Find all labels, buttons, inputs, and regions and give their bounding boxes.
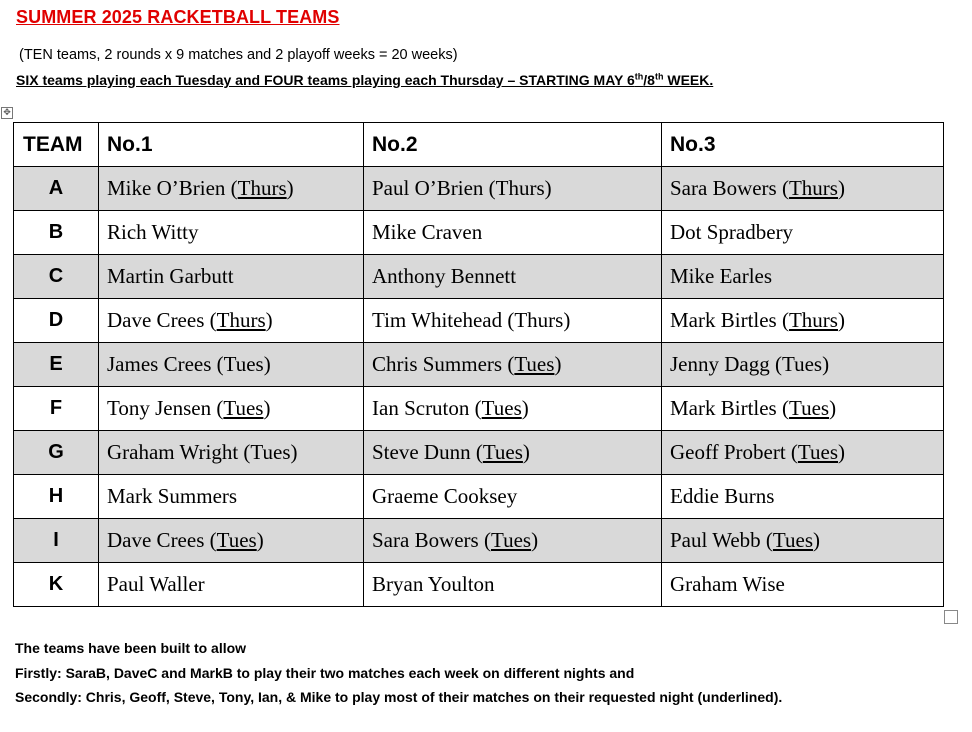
night-label: Tues	[490, 528, 532, 552]
schedule-line	[16, 72, 713, 88]
move-arrows-icon[interactable]: ✥	[1, 107, 13, 119]
player-cell	[99, 255, 364, 299]
player-name: James Crees	[107, 352, 212, 376]
play-night: (Tues)	[769, 352, 830, 376]
play-night: (Thurs)	[204, 308, 273, 332]
night-label: Thurs	[788, 308, 838, 332]
schedule-text: SIX teams playing each Tuesday and FOUR teams playing each Thursday – STARTING MAY 6	[16, 72, 635, 88]
night-label: Tues	[797, 440, 839, 464]
schedule-after: WEEK.	[663, 72, 714, 88]
table-row	[14, 255, 944, 299]
table-row	[14, 431, 944, 475]
play-night: (Thurs)	[776, 176, 845, 200]
player-cell	[662, 255, 944, 299]
player-name: Martin Garbutt	[107, 264, 234, 288]
play-night: (Tues)	[211, 352, 271, 376]
team-letter: H	[14, 475, 99, 519]
document-title: SUMMER 2025 RACKETBALL TEAMS	[16, 7, 340, 27]
player-cell	[99, 211, 364, 255]
play-night: (Thurs)	[776, 308, 845, 332]
player-name: Tim Whitehead	[372, 308, 503, 332]
play-night: (Tues)	[211, 396, 271, 420]
player-cell	[364, 431, 662, 475]
team-rows	[14, 167, 944, 607]
play-night: (Thurs)	[483, 176, 552, 200]
night-label: Thurs	[514, 308, 564, 332]
player-name: Dave Crees	[107, 308, 205, 332]
player-cell	[364, 255, 662, 299]
table-row	[14, 343, 944, 387]
player-cell	[99, 387, 364, 431]
player-cell	[662, 211, 944, 255]
night-label: Thurs	[788, 176, 838, 200]
table-row	[14, 387, 944, 431]
team-letter: G	[14, 431, 99, 475]
player-cell	[99, 519, 364, 563]
night-label: Tues	[781, 352, 823, 376]
play-night: (Tues)	[478, 528, 539, 552]
player-name: Jenny Dagg	[670, 352, 770, 376]
night-label: Tues	[223, 352, 264, 376]
player-name: Mark Birtles	[670, 396, 777, 420]
schedule-mid: /8	[643, 72, 655, 88]
player-cell	[364, 211, 662, 255]
player-name: Sara Bowers	[372, 528, 479, 552]
note-line: Secondly: Chris, Geoff, Steve, Tony, Ian, & Mike to play most of their matches on their requested night (underlined).	[15, 689, 783, 705]
player-name: Ian Scruton	[372, 396, 470, 420]
subtitle: (TEN teams, 2 rounds x 9 matches and 2 playoff weeks = 20 weeks)	[19, 47, 458, 63]
player-name: Dot Spradbery	[670, 220, 794, 244]
player-name: Mark Summers	[107, 484, 238, 508]
player-cell	[662, 475, 944, 519]
night-label: Tues	[216, 528, 257, 552]
player-cell	[364, 519, 662, 563]
team-letter: C	[14, 255, 99, 299]
header-no1: No.1	[99, 123, 364, 167]
player-cell	[99, 299, 364, 343]
player-name: Bryan Youlton	[372, 572, 495, 596]
night-label: Tues	[482, 440, 523, 464]
player-cell	[364, 475, 662, 519]
team-letter: D	[14, 299, 99, 343]
player-name: Graham Wise	[670, 572, 785, 596]
player-cell	[662, 519, 944, 563]
player-name: Mike O’Brien	[107, 176, 226, 200]
header-no2: No.2	[364, 123, 662, 167]
play-night: (Tues)	[238, 440, 298, 464]
play-night: (Thurs)	[225, 176, 294, 200]
table-row	[14, 519, 944, 563]
header-no3: No.3	[662, 123, 944, 167]
schedule-sup-2: th	[654, 71, 664, 82]
table-row	[14, 167, 944, 211]
play-night: (Tues)	[502, 352, 562, 376]
player-cell	[662, 563, 944, 607]
night-label: Tues	[250, 440, 291, 464]
player-cell	[364, 299, 662, 343]
player-cell	[662, 387, 944, 431]
player-name: Rich Witty	[107, 220, 199, 244]
player-cell	[662, 299, 944, 343]
player-cell	[99, 563, 364, 607]
player-cell	[99, 343, 364, 387]
play-night: (Thurs)	[502, 308, 571, 332]
player-name: Tony Jensen	[107, 396, 212, 420]
night-label: Tues	[481, 396, 522, 420]
player-name: Mark Birtles	[670, 308, 777, 332]
player-cell	[364, 343, 662, 387]
player-name: Anthony Bennett	[372, 264, 517, 288]
note-line: Firstly: SaraB, DaveC and MarkB to play their two matches each week on different nights and	[15, 664, 635, 681]
player-name: Eddie Burns	[670, 484, 775, 508]
player-name: Paul Waller	[107, 572, 205, 596]
notes	[15, 636, 782, 710]
play-night: (Tues)	[785, 440, 846, 464]
player-name: Sara Bowers	[670, 176, 777, 200]
player-name: Paul Webb	[670, 528, 761, 552]
night-label: Tues	[514, 352, 555, 376]
night-label: Thurs	[216, 308, 266, 332]
player-cell	[99, 431, 364, 475]
teams-table	[13, 122, 944, 607]
night-label: Thurs	[237, 176, 287, 200]
team-letter: A	[14, 167, 99, 211]
team-letter: B	[14, 211, 99, 255]
player-cell	[662, 431, 944, 475]
table-row	[14, 563, 944, 607]
header-team: TEAM	[14, 123, 99, 167]
team-letter: F	[14, 387, 99, 431]
play-night: (Tues)	[469, 396, 529, 420]
player-name: Steve Dunn	[372, 440, 471, 464]
night-label: Thurs	[495, 176, 545, 200]
table-row	[14, 475, 944, 519]
team-letter: E	[14, 343, 99, 387]
player-cell	[99, 475, 364, 519]
play-night: (Tues)	[470, 440, 530, 464]
team-letter: I	[14, 519, 99, 563]
player-name: Mike Earles	[670, 264, 773, 288]
player-cell	[364, 387, 662, 431]
resize-handle-icon[interactable]	[944, 610, 958, 624]
player-name: Dave Crees	[107, 528, 205, 552]
play-night: (Tues)	[760, 528, 821, 552]
play-night: (Tues)	[204, 528, 264, 552]
schedule-sup-1: th	[634, 71, 644, 82]
player-name: Paul O’Brien	[372, 176, 484, 200]
player-cell	[662, 343, 944, 387]
table-row	[14, 211, 944, 255]
player-name: Graham Wright	[107, 440, 239, 464]
night-label: Tues	[772, 528, 814, 552]
player-name: Mike Craven	[372, 220, 483, 244]
player-cell	[364, 167, 662, 211]
player-cell	[364, 563, 662, 607]
player-name: Graeme Cooksey	[372, 484, 518, 508]
player-name: Chris Summers	[372, 352, 503, 376]
team-letter: K	[14, 563, 99, 607]
player-name: Geoff Probert	[670, 440, 786, 464]
table-header-row	[14, 123, 944, 167]
player-cell	[99, 167, 364, 211]
table-row	[14, 299, 944, 343]
night-label: Tues	[788, 396, 830, 420]
player-cell	[662, 167, 944, 211]
play-night: (Tues)	[776, 396, 837, 420]
note-line: The teams have been built to allow	[15, 640, 247, 656]
night-label: Tues	[223, 396, 264, 420]
